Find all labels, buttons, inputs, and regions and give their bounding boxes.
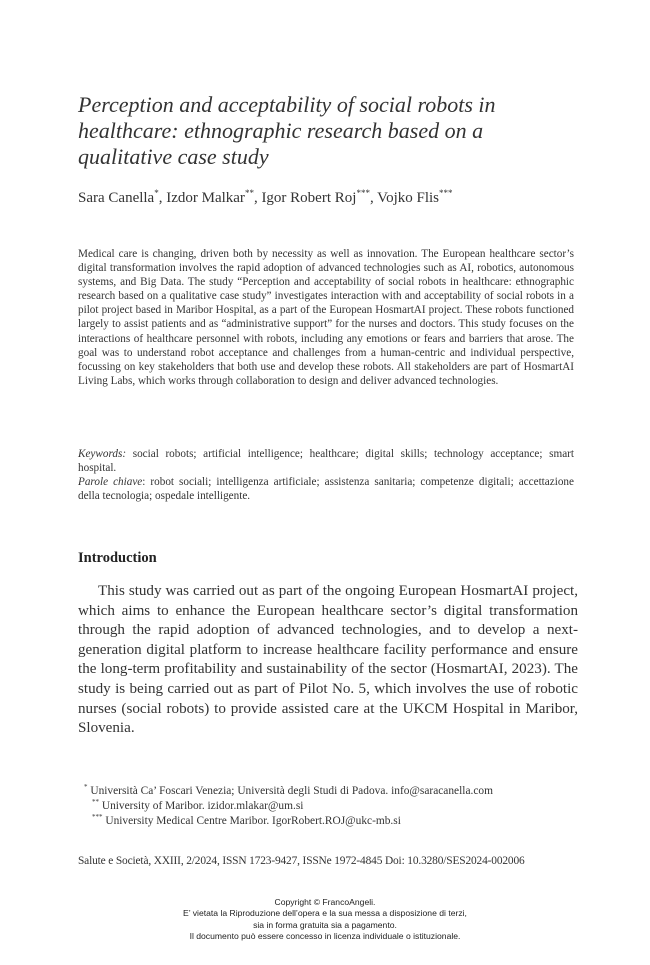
footnote (78, 814, 578, 829)
copyright-line: sia in forma gratuita sia a pagamento. (253, 919, 397, 930)
footnote-text: University Medical Centre Maribor. IgorRobert.ROJ@ukc-mb.si (102, 815, 401, 827)
keywords-line (78, 447, 574, 475)
author-separator: , (253, 190, 262, 206)
introduction-paragraph: This study was carried out as part of the ongoing European HosmartAI project, which aims to enhance the European healthcare sector’s digital transformation through the rapid adoption of advanced technologies, and to develop a next-generation digital platform to increase healthcare facility performance and ensure the long-term profitability and sustainability of the sector (HosmartAI, 2023). The study is being carried out as part of Pilot No. 5, which involves the use of robotic nurses (social robots) to provide assisted care at the UKCM Hospital in Maribor, Slovenia. (78, 583, 578, 737)
footnotes (78, 784, 578, 829)
author-affiliation-mark: *** (356, 188, 370, 198)
keywords-block (78, 447, 574, 503)
author-affiliation-mark: *** (439, 188, 453, 198)
copyright-notice (0, 897, 650, 942)
footnote-mark: ** (92, 798, 99, 807)
parole-chiave-label: Parole chiave (78, 476, 143, 489)
footnote-text: University of Maribor. izidor.mlakar@um.si (99, 800, 304, 812)
author-separator: , (369, 190, 378, 206)
author-name: Sara Canella (78, 190, 155, 206)
author-affiliation-mark: * (154, 188, 159, 198)
footnote-mark: *** (92, 813, 103, 822)
abstract: Medical care is changing, driven both by necessity as well as innovation. The European healthcare sector’s digital transformation involves the rapid adoption of advanced technologies such as AI, robotics, autonomous systems, and Big Data. The study “Perception and acceptability of social robots in healthcare: ethnographic research based on a qualitative case study” investigates interaction with and acceptability of social robots in a pilot project based in Maribor Hospital, as a part of the European HosmartAI project. These robots functioned largely to assist patients and as “administrative support” for the nurses and doctors. This study focuses on the interactions of healthcare personnel with robots, including any emotions or fears and barriers that arose. The goal was to understand robot acceptance and challenges from a human-centric and individual perspective, focussing on key stakeholders that both use and develop these robots. All stakeholders are part of HosmartAI Living Labs, which works through collaboration to design and deliver advanced technologies. (78, 248, 574, 387)
author-name: Vojko Flis (377, 190, 440, 206)
keywords-label: Keywords: (78, 448, 127, 460)
copyright-line: Copyright © FrancoAngeli. (274, 897, 376, 907)
author-name: Igor Robert Roj (261, 190, 357, 206)
author-list (78, 190, 453, 207)
parole-chiave-line (78, 475, 574, 503)
copyright-line: Il documento può essere concesso in licenza individuale o istituzionale. (189, 930, 461, 941)
footnote (78, 799, 578, 814)
parole-chiave-text: : robot sociali; intelligenza artificiale; assistenza sanitaria; competenze digitali; accettazione della tecnologia; ospedale intelligente. (78, 476, 574, 503)
footnote-mark: * (84, 783, 88, 792)
author-affiliation-mark: ** (244, 188, 254, 198)
copyright-line: E’ vietata la Riproduzione dell’opera e la sua messa a disposizione di terzi, (183, 908, 467, 919)
keywords-text: social robots; artificial intelligence; healthcare; digital skills; technology acceptance; smart hospital. (78, 448, 574, 475)
journal-citation-line: Salute e Società, XXIII, 2/2024, ISSN 1723-9427, ISSNe 1972-4845 Doi: 10.3280/SES2024-002006 (78, 855, 525, 867)
author-name: Izdor Malkar (166, 190, 245, 206)
section-heading-introduction: Introduction (78, 550, 157, 566)
footnote-text: Università Ca’ Foscari Venezia; Università degli Studi di Padova. info@saracanella.com (87, 785, 493, 797)
paper-title: Perception and acceptability of social robots in healthcare: ethnographic research based on a qualitative case study (78, 92, 496, 169)
footnote (78, 784, 578, 799)
author-separator: , (158, 190, 167, 206)
